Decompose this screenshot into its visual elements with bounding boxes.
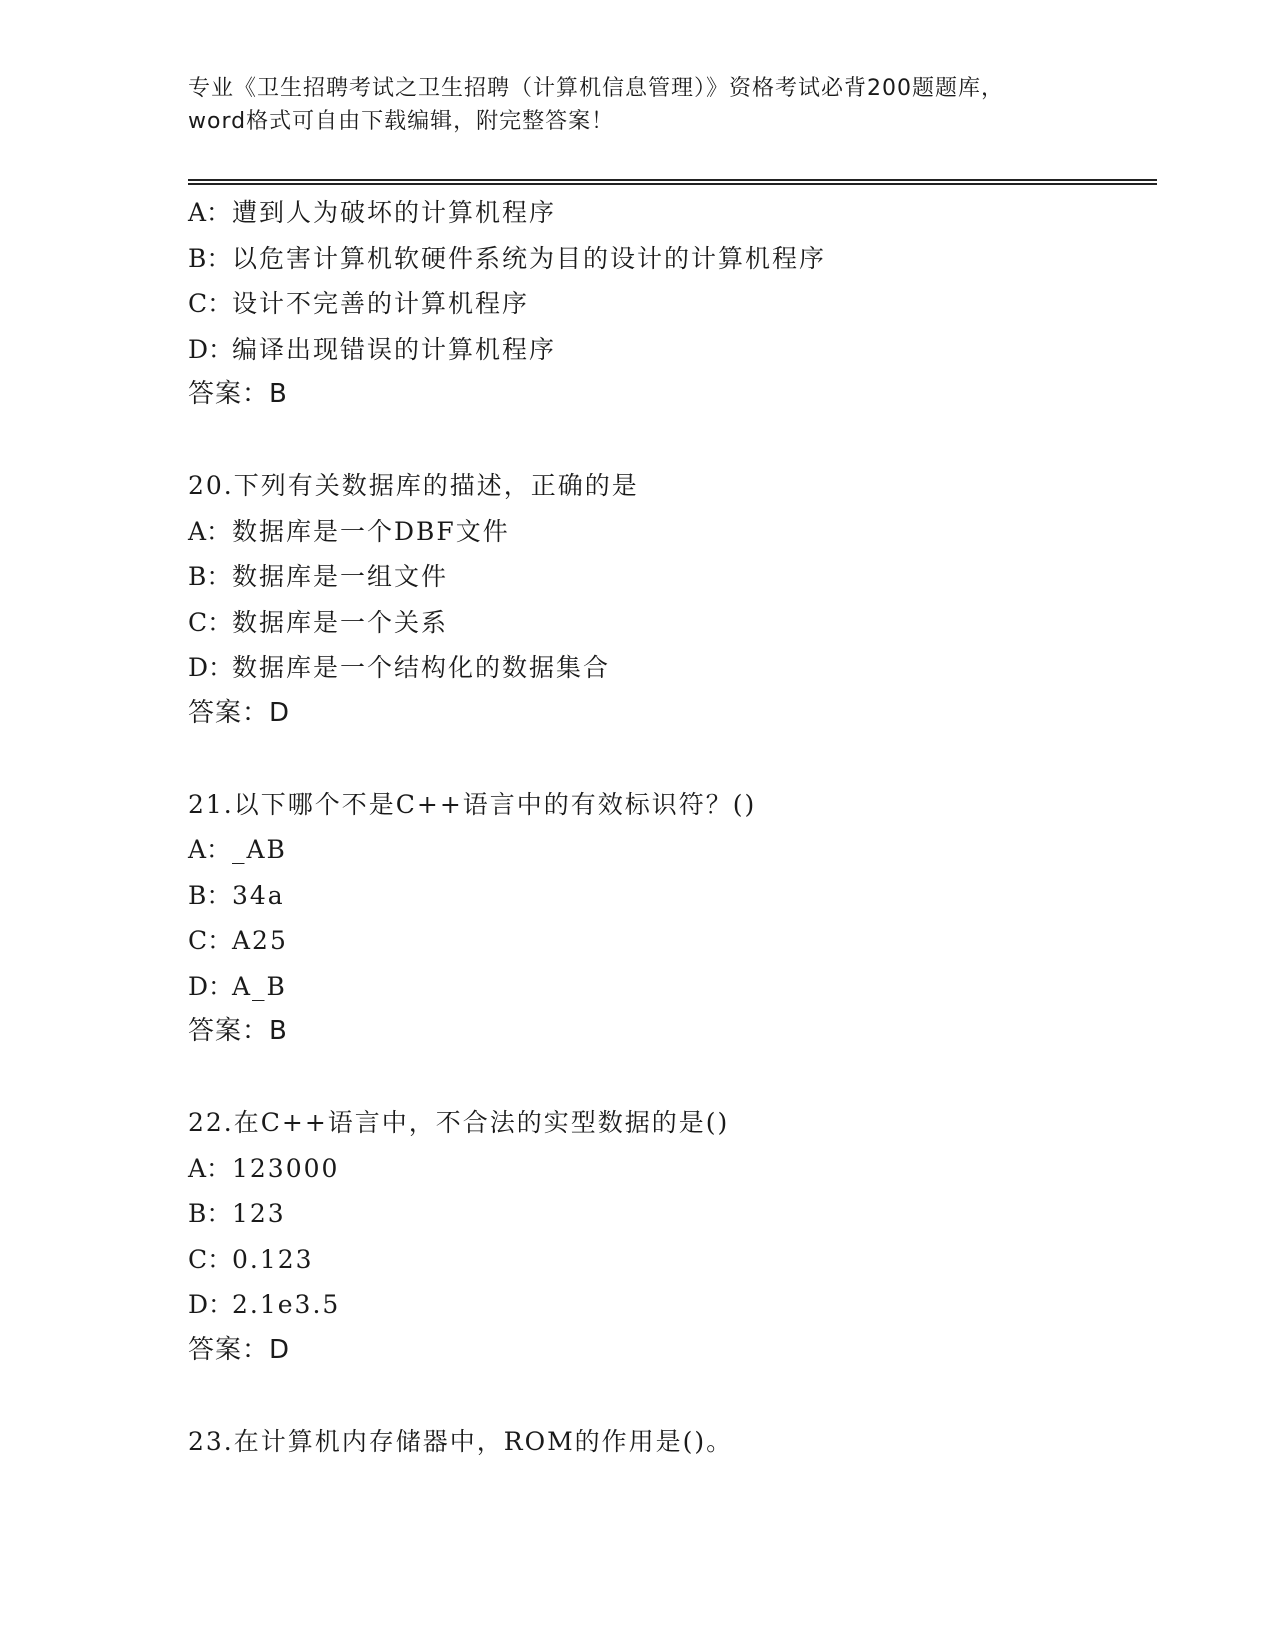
option-d: D：编译出现错误的计算机程序	[188, 334, 557, 364]
question-spacer	[188, 1055, 1148, 1101]
option-d: D：A_B	[188, 971, 287, 1001]
header-divider-top	[188, 179, 1157, 181]
question-text: 22.在C++语言中，不合法的实型数据的是()	[188, 1108, 730, 1137]
option-c: C：A25	[188, 926, 288, 955]
option-c: C：设计不完善的计算机程序	[188, 289, 530, 318]
answer-line: 答案：B	[188, 1016, 288, 1046]
option-b: B：以危害计算机软硬件系统为目的设计的计算机程序	[188, 243, 827, 273]
option-a: A：数据库是一个DBF文件	[188, 516, 510, 546]
question-23	[188, 1419, 1148, 1465]
answer-line: 答案：D	[188, 697, 291, 728]
header-divider-bottom	[188, 183, 1157, 185]
question-21	[188, 782, 1148, 1055]
question-spacer	[188, 1373, 1148, 1419]
header-title-line-2: word格式可自由下载编辑，附完整答案！	[188, 109, 615, 134]
option-a: A：123000	[188, 1153, 340, 1183]
option-a: A：_AB	[188, 835, 287, 864]
question-text: 23.在计算机内存储器中，ROM的作用是()。	[188, 1426, 734, 1456]
question-spacer	[188, 418, 1148, 464]
question-list	[188, 190, 1148, 1464]
question-text: 21.以下哪个不是C++语言中的有效标识符？()	[188, 789, 757, 819]
option-d: D：2.1e3.5	[188, 1290, 341, 1319]
option-c: C：数据库是一个关系	[188, 607, 449, 637]
option-b: B：123	[188, 1199, 286, 1228]
header-title-line-1: 专业《卫生招聘考试之卫生招聘（计算机信息管理）》资格考试必背200题题库，	[188, 76, 1004, 101]
question-20	[188, 463, 1148, 736]
answer-line: 答案：D	[188, 1334, 291, 1365]
question-19	[188, 190, 1148, 418]
option-b: B：数据库是一组文件	[188, 562, 449, 591]
option-a: A：遭到人为破坏的计算机程序	[188, 198, 557, 227]
option-b: B：34a	[188, 880, 285, 910]
option-c: C：0.123	[188, 1244, 314, 1274]
question-spacer	[188, 736, 1148, 782]
answer-line: 答案：B	[188, 379, 288, 409]
option-d: D：数据库是一个结构化的数据集合	[188, 653, 611, 682]
question-text: 20.下列有关数据库的描述，正确的是	[188, 471, 639, 500]
question-22	[188, 1100, 1148, 1373]
document-header	[188, 72, 1088, 138]
